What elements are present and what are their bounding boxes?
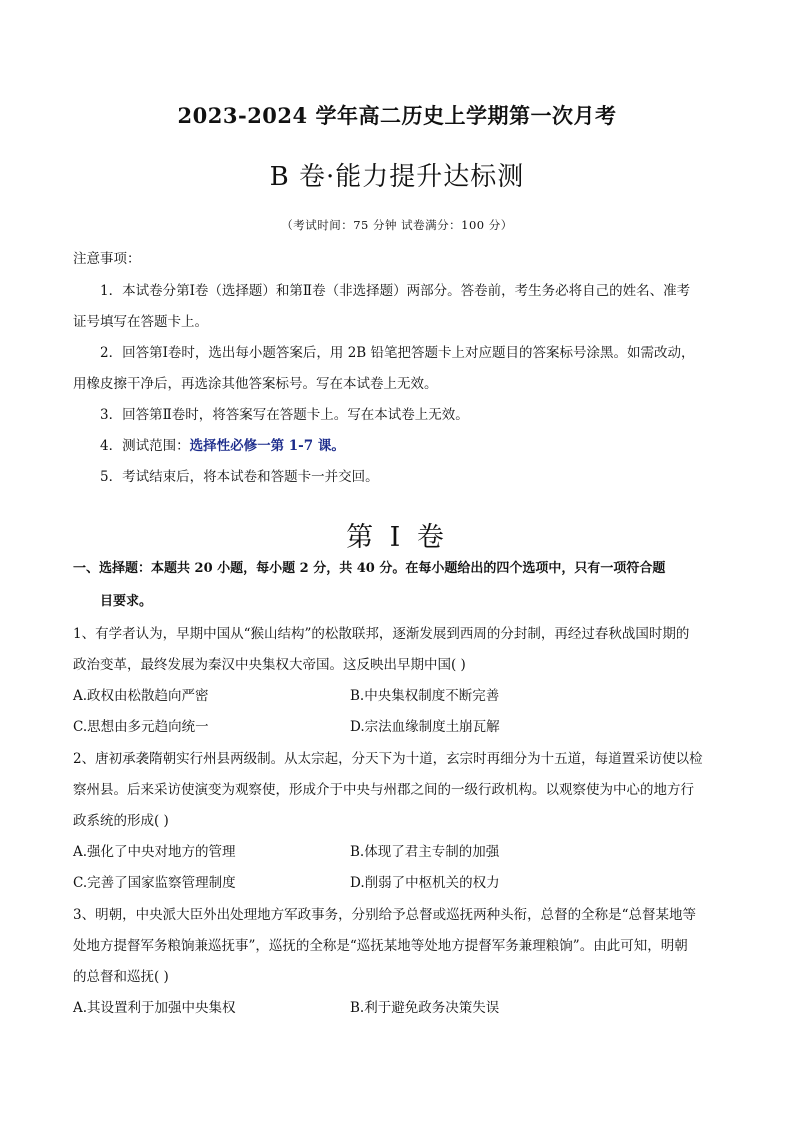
exam-meta: （考试时间：75 分钟 试卷满分：100 分） (281, 218, 513, 232)
section-instruction-line-2: 目要求。 (100, 594, 153, 609)
note-5: 5．考试结束后，将本试卷和答题卡一并交回。 (100, 469, 379, 485)
question-1-option-c: C.思想由多元趋向统一 (73, 719, 209, 735)
note-1-line-1: 1．本试卷分第Ⅰ卷（选择题）和第Ⅱ卷（非选择题）两部分。答卷前，考生务必将自己的姓名、准考 (100, 283, 691, 299)
question-3-option-b: B.利于避免政务决策失误 (350, 1000, 500, 1016)
question-3-line-2: 处地方提督军务粮饷兼巡抚事”，巡抚的全称是“巡抚某地等处地方提督军务兼理粮饷”。由此可知，明朝 (73, 938, 688, 954)
note-2-line-2: 用橡皮擦干净后，再选涂其他答案标号。写在本试卷上无效。 (73, 376, 438, 392)
section-instruction-line-1: 一、选择题：本题共 20 小题，每小题 2 分，共 40 分。在每小题给出的四个选项中，只有一项符合题 (73, 561, 666, 576)
note-4 (100, 434, 345, 454)
section-title: 第 I 卷 (346, 522, 448, 553)
question-1-option-d: D.宗法血缘制度土崩瓦解 (350, 719, 500, 735)
question-2-option-d: D.削弱了中枢机关的权力 (350, 875, 500, 891)
question-1-line-2: 政治变革，最终发展为秦汉中央集权大帝国。这反映出早期中国( ) (73, 657, 466, 673)
notes-heading: 注意事项： (73, 251, 141, 267)
exam-subtitle: B 卷·能力提升达标测 (269, 162, 525, 192)
question-1-option-a: A.政权由松散趋向严密 (73, 688, 209, 704)
question-2-line-3: 政系统的形成( ) (73, 813, 169, 829)
question-1-option-b: B.中央集权制度不断完善 (350, 688, 500, 704)
question-1-line-1: 1、有学者认为，早期中国从“猴山结构”的松散联邦，逐渐发展到西周的分封制，再经过春秋战国时期的 (73, 626, 690, 642)
note-4-range: 选择性必修一第 1-7 课。 (189, 438, 345, 454)
note-4-prefix: 4．测试范围： (100, 438, 190, 454)
question-3-option-a: A.其设置利于加强中央集权 (73, 1000, 236, 1016)
question-2-line-2: 察州县。后来采访使演变为观察使，形成介于中央与州郡之间的一级行政机构。以观察使为中心的地方行 (73, 782, 694, 798)
exam-title: 2023-2024 学年高二历史上学期第一次月考 (177, 103, 617, 128)
note-2-line-1: 2．回答第Ⅰ卷时，选出每小题答案后，用 2B 铅笔把答题卡上对应题目的答案标号涂黑。如需改动， (100, 345, 695, 361)
question-2-line-1: 2、唐初承袭隋朝实行州县两级制。从太宗起，分天下为十道，玄宗时再细分为十五道，每道置采访使以检 (73, 751, 703, 767)
note-1-line-2: 证号填写在答题卡上。 (73, 314, 208, 330)
question-2-option-c: C.完善了国家监察管理制度 (73, 875, 236, 891)
question-2-option-a: A.强化了中央对地方的管理 (73, 844, 236, 860)
note-3: 3．回答第Ⅱ卷时，将答案写在答题卡上。写在本试卷上无效。 (100, 407, 469, 423)
question-3-line-3: 的总督和巡抚( ) (73, 969, 169, 985)
question-3-line-1: 3、明朝，中央派大臣外出处理地方军政事务，分别给予总督或巡抚两种头衔，总督的全称是“总督某地等 (73, 907, 696, 923)
question-2-option-b: B.体现了君主专制的加强 (350, 844, 500, 860)
